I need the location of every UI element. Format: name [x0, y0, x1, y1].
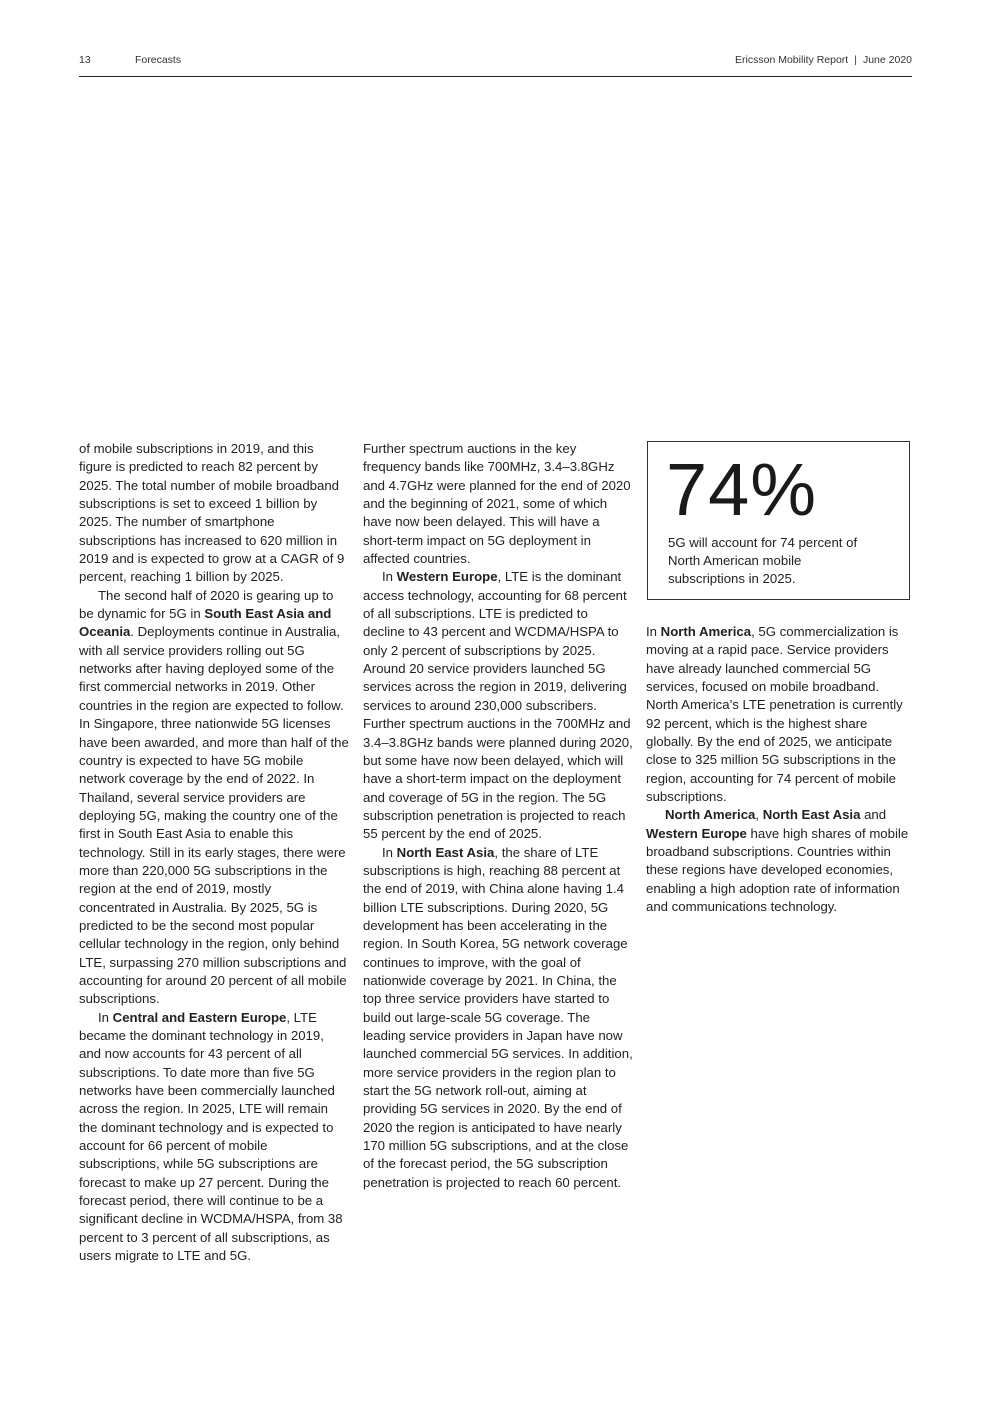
paragraph-central-eastern-europe: In Central and Eastern Europe, LTE became the dominant technology in 2019, and now accounts for 43 percent of all subscriptions. To date more than five 5G networks have been commercially launched across the region. In 2025, LTE will remain the dominant technology and is expected to account for 66 percent of mobile subscriptions, while 5G subscriptions are forecast to make up 27 percent. During the forecast period, there will continue to be a significant decline in WCDMA/HSPA, from 38 percent to 3 percent of all subscriptions, as users migrate to LTE and 5G.: [79, 1009, 343, 1264]
paragraph-mobile-broadband: North America, North East Asia and Western Europe have high shares of mobile broadband subscriptions. Countries within these regions have developed economies, enabling a high adoption rate of information and communications technology.: [646, 807, 909, 915]
statistic-callout: [647, 441, 910, 600]
report-title: [735, 54, 912, 66]
page-header: [79, 52, 912, 77]
paragraph: Further spectrum auctions in the key frequency bands like 700MHz, 3.4–3.8GHz and 4.7GHz were planned for the end of 2020 and the beginning of 2021, some of which have now been delayed. This will have a short-term impact on 5G deployment in affected countries.: [363, 441, 631, 567]
region-name: Central and Eastern Europe: [112, 1009, 287, 1025]
report-name: Ericsson Mobility Report: [735, 54, 849, 66]
region-name: North America: [660, 624, 752, 639]
region-name: North America: [665, 807, 756, 823]
report-date: June 2020: [862, 54, 912, 66]
region-name: North East Asia: [396, 844, 495, 860]
region-name: North East Asia: [762, 807, 861, 823]
paragraph-western-europe: In Western Europe, LTE is the dominant access technology, accounting for 68 percent of all subscriptions. LTE is predicted to decline to 43 percent and WCDMA/HSPA to only 2 percent of subscriptions by 2025. Around 20 service providers launched 5G services across the region in 2019, delivering services to around 230,000 subscribers. Further spectrum auctions in the 700MHz and 3.4–3.8GHz bands were planned during 2020, but some have now been delayed, which will have a short-term impact on the deployment and coverage of 5G in the region. The 5G subscription penetration is projected to reach 55 percent by the end of 2025.: [363, 569, 633, 842]
paragraph: of mobile subscriptions in 2019, and this figure is predicted to reach 82 percent by 2025. The total number of mobile broadband subscriptions is set to exceed 1 billion by 2025. The number of smartphone subscriptions has increased to 620 million in 2019 and is expected to grow at a CAGR of 9 percent, reaching 1 billion by 2025.: [79, 441, 345, 585]
region-name: Western Europe: [396, 569, 498, 585]
region-name: South East Asia and Oceania: [79, 606, 332, 640]
region-name: Western Europe: [646, 825, 747, 841]
paragraph-north-america: In North America, 5G commercialization is moving at a rapid pace. Service providers have already launched commercial 5G services, focused on mobile broadband. North America’s LTE penetration is currently 92 percent, which is the highest share globally. By the end of 2025, we anticipate close to 325 million 5G subscriptions in the region, accounting for 74 percent of mobile subscriptions.: [646, 624, 903, 805]
statistic-figure: 74%: [666, 448, 818, 531]
paragraph-north-east-asia: In North East Asia, the share of LTE subscriptions is high, reaching 88 percent at the end of 2019, with China alone having 1.4 billion LTE subscriptions. During 2020, 5G development has been accelerating in the region. In South Korea, 5G network coverage continues to improve, with the goal of nationwide coverage by 2021. In China, the top three service providers have started to build out large-scale 5G coverage. The leading service providers in Japan have now launched commercial 5G services. In addition, more service providers in the region plan to start the 5G network roll-out, aiming at providing 5G services in 2020. By the end of 2020 the region is anticipated to have nearly 170 million 5G subscriptions, and at the close of the forecast period, the 5G subscription penetration is projected to reach 60 percent.: [363, 844, 633, 1190]
statistic-caption: 5G will account for 74 percent of North American mobile subscriptions in 2025.: [668, 535, 858, 587]
text-column-1: [79, 440, 349, 1265]
text-column-3: [646, 623, 912, 917]
text-column-2: [363, 440, 633, 1192]
header-separator: |: [854, 54, 857, 66]
paragraph-south-east-asia: The second half of 2020 is gearing up to be dynamic for 5G in South East Asia and Oceania. Deployments continue in Australia, with all service providers rolling out 5G networks after having deployed some of the first commercial networks in 2019. Other countries in the region are expected to follow. In Singapore, three nationwide 5G licenses have been awarded, and more than half of the country is expected to have 5G mobile network coverage by the end of 2022. In Thailand, several service providers are deploying 5G, making the country one of the first in South East Asia to enable this technology. Still in its early stages, there were more than 220,000 5G subscriptions in the region at the end of 2019, mostly concentrated in Australia. By 2025, 5G is predicted to be the second most popular cellular technology in the region, only behind LTE, surpassing 270 million subscriptions and accounting for around 20 percent of all mobile subscriptions.: [79, 587, 349, 1007]
page-number: 13: [79, 54, 91, 66]
section-title: Forecasts: [135, 54, 182, 66]
